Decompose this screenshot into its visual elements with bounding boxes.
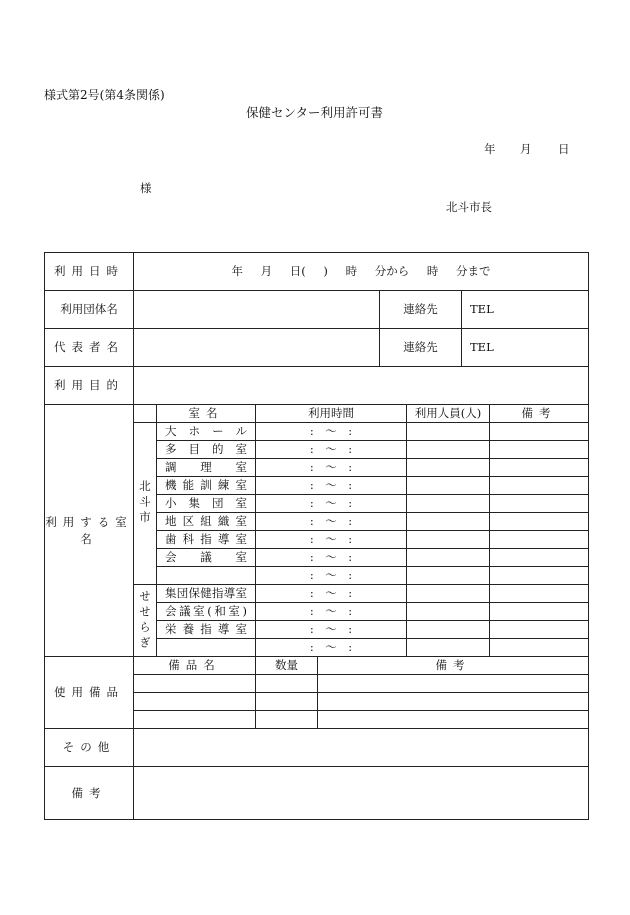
room-people-field[interactable] <box>407 477 490 495</box>
representative-label: 代表者名 <box>45 329 134 367</box>
group-name-label: 利用団体名 <box>45 291 134 329</box>
equipment-name-field[interactable] <box>134 711 256 729</box>
room-people-field[interactable] <box>407 531 490 549</box>
remarks-field[interactable] <box>134 767 589 820</box>
document-title: 保健センター利用許可書 <box>246 105 384 120</box>
room-name: 多目的室 <box>157 441 256 459</box>
room-name: 調理室 <box>157 459 256 477</box>
group-tel-field[interactable]: TEL <box>462 291 589 329</box>
room-time-field[interactable]: : 〜 : <box>256 495 407 513</box>
addressee-suffix: 様 <box>140 181 152 195</box>
equipment-remarks-field[interactable] <box>318 675 589 693</box>
room-name: 歯科指導室 <box>157 531 256 549</box>
form-label: 様式第2号(第4条関係) <box>44 88 165 102</box>
equipment-remarks-field[interactable] <box>318 693 589 711</box>
room-remarks-field[interactable] <box>490 513 589 531</box>
equipment-name-field[interactable] <box>134 693 256 711</box>
date-year-label: 年 <box>484 142 496 156</box>
room-remarks-field[interactable] <box>490 441 589 459</box>
purpose-label: 利用目的 <box>45 367 134 405</box>
room-remarks-field[interactable] <box>490 423 589 441</box>
room-remarks-header: 備考 <box>490 405 589 423</box>
other-field[interactable] <box>134 729 589 767</box>
room-people-field[interactable] <box>407 441 490 459</box>
rooms-group-header-blank <box>134 405 157 423</box>
room-people-field[interactable] <box>407 567 490 585</box>
group-name-field[interactable] <box>134 291 380 329</box>
room-people-field[interactable] <box>407 585 490 603</box>
room-time-field[interactable]: : 〜 : <box>256 459 407 477</box>
room-time-field[interactable]: : 〜 : <box>256 531 407 549</box>
facility-group-label: せせらぎ <box>134 585 157 657</box>
equipment-qty-field[interactable] <box>256 693 318 711</box>
room-time-field[interactable]: : 〜 : <box>256 621 407 639</box>
room-people-field[interactable] <box>407 423 490 441</box>
room-name: 集団保健指導室 <box>157 585 256 603</box>
people-header: 利用人員(人) <box>407 405 490 423</box>
equipment-remarks-header: 備考 <box>318 657 589 675</box>
room-time-field[interactable]: : 〜 : <box>256 603 407 621</box>
room-time-field[interactable]: : 〜 : <box>256 477 407 495</box>
room-time-field[interactable]: : 〜 : <box>256 513 407 531</box>
room-name <box>157 567 256 585</box>
room-remarks-field[interactable] <box>490 639 589 657</box>
permit-table <box>44 252 589 820</box>
room-remarks-field[interactable] <box>490 585 589 603</box>
room-people-field[interactable] <box>407 639 490 657</box>
purpose-field[interactable] <box>134 367 589 405</box>
room-remarks-field[interactable] <box>490 549 589 567</box>
equipment-name-header: 備品名 <box>134 657 256 675</box>
date-day-label: 日 <box>558 142 570 156</box>
room-remarks-field[interactable] <box>490 531 589 549</box>
room-people-field[interactable] <box>407 459 490 477</box>
room-name: 会議室(和室) <box>157 603 256 621</box>
usage-datetime-label: 利用日時 <box>45 253 134 291</box>
room-time-field[interactable]: : 〜 : <box>256 423 407 441</box>
equipment-qty-field[interactable] <box>256 675 318 693</box>
room-name <box>157 639 256 657</box>
room-name: 栄養指導室 <box>157 621 256 639</box>
representative-field[interactable] <box>134 329 380 367</box>
room-time-field[interactable]: : 〜 : <box>256 639 407 657</box>
usage-time-header: 利用時間 <box>256 405 407 423</box>
representative-tel-field[interactable]: TEL <box>462 329 589 367</box>
room-time-field[interactable]: : 〜 : <box>256 585 407 603</box>
room-people-field[interactable] <box>407 603 490 621</box>
equipment-label: 使用備品 <box>45 657 134 729</box>
room-name: 機能訓練室 <box>157 477 256 495</box>
room-remarks-field[interactable] <box>490 495 589 513</box>
equipment-remarks-field[interactable] <box>318 711 589 729</box>
room-remarks-field[interactable] <box>490 621 589 639</box>
other-label: その他 <box>45 729 134 767</box>
room-people-field[interactable] <box>407 513 490 531</box>
equipment-name-field[interactable] <box>134 675 256 693</box>
room-remarks-field[interactable] <box>490 477 589 495</box>
date-month-label: 月 <box>520 142 532 156</box>
room-people-field[interactable] <box>407 549 490 567</box>
room-time-field[interactable]: : 〜 : <box>256 441 407 459</box>
room-time-field[interactable]: : 〜 : <box>256 549 407 567</box>
room-time-field[interactable]: : 〜 : <box>256 567 407 585</box>
issue-date <box>484 141 570 157</box>
contact-label-2: 連絡先 <box>380 329 462 367</box>
issuer-name: 北斗市長 <box>446 200 492 214</box>
equipment-qty-field[interactable] <box>256 711 318 729</box>
room-name: 地区組織室 <box>157 513 256 531</box>
equipment-qty-header: 数量 <box>256 657 318 675</box>
remarks-label: 備考 <box>45 767 134 820</box>
rooms-label: 利用する室名 <box>45 405 134 657</box>
facility-group-label: 北斗市 <box>134 423 157 585</box>
room-remarks-field[interactable] <box>490 459 589 477</box>
room-name: 小集団室 <box>157 495 256 513</box>
room-name: 会議室 <box>157 549 256 567</box>
room-remarks-field[interactable] <box>490 567 589 585</box>
contact-label: 連絡先 <box>380 291 462 329</box>
room-people-field[interactable] <box>407 621 490 639</box>
room-name-header: 室名 <box>157 405 256 423</box>
usage-datetime-field[interactable]: 年 月 日( ) 時 分から 時 分まで <box>134 253 589 291</box>
room-people-field[interactable] <box>407 495 490 513</box>
room-name: 大ホール <box>157 423 256 441</box>
room-remarks-field[interactable] <box>490 603 589 621</box>
